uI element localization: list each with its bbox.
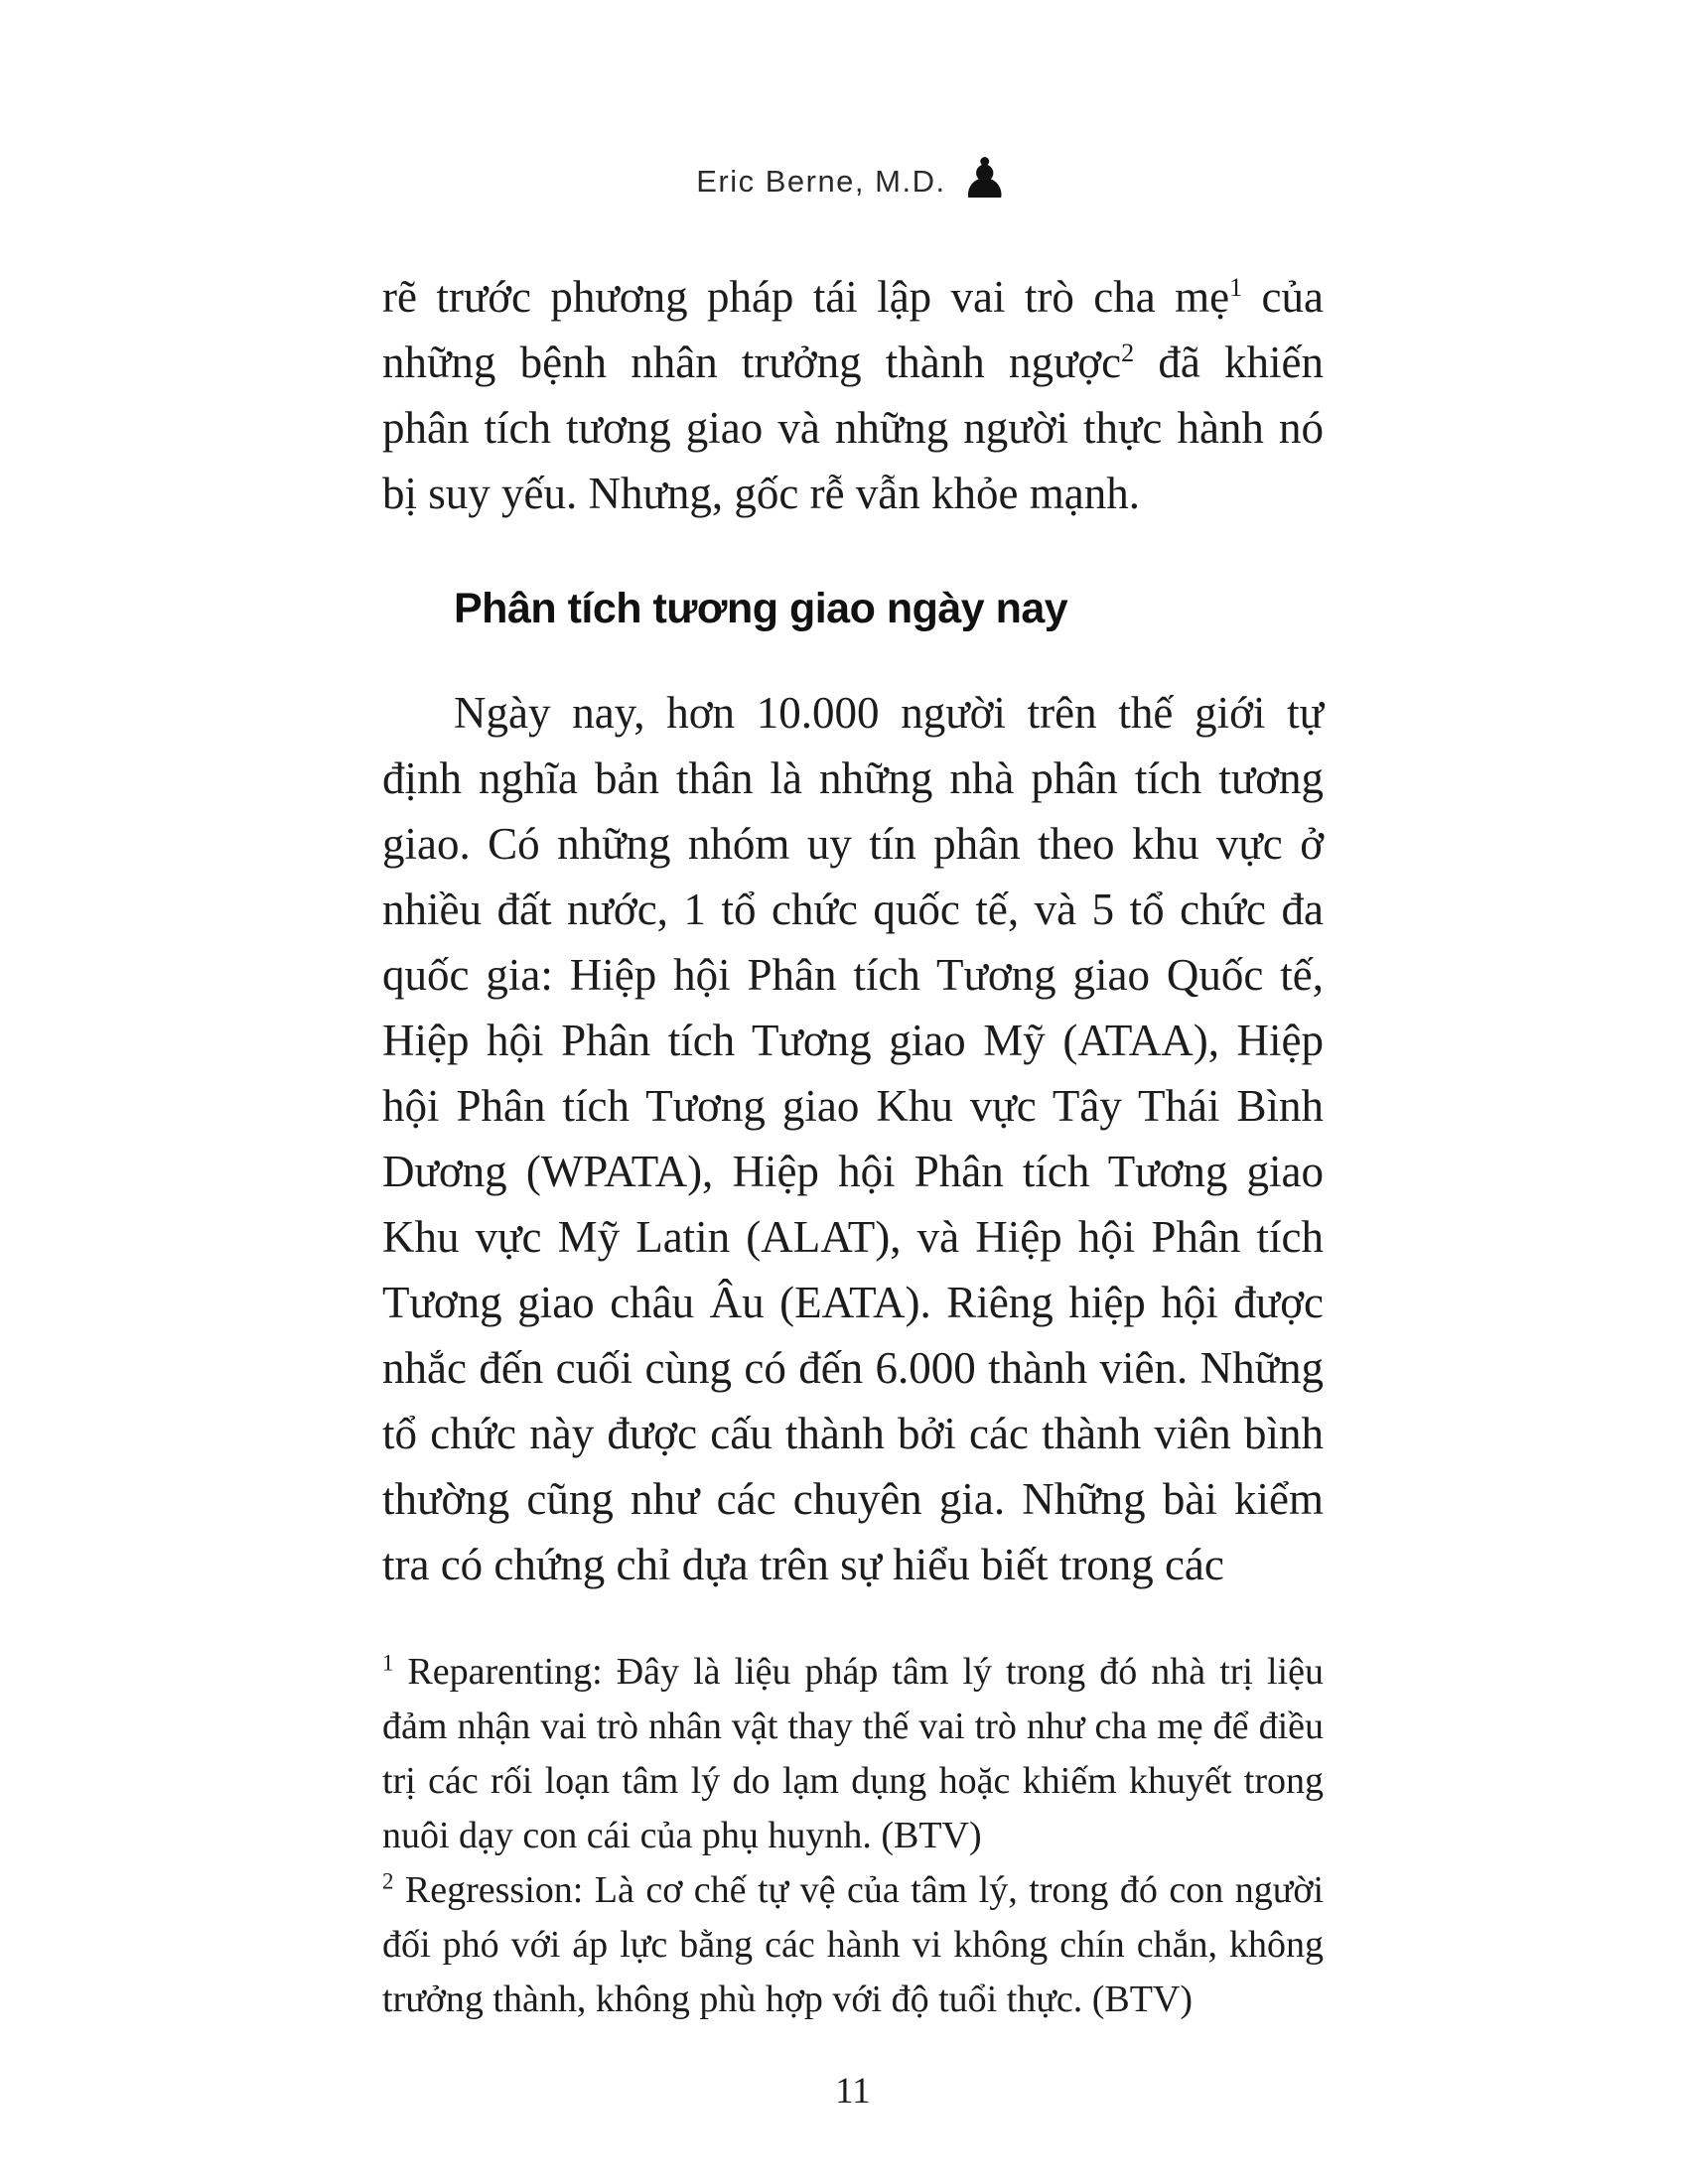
footnote-ref-2: 2 <box>1121 339 1135 367</box>
text-segment: của những bệnh nhân trưởng thành ngược <box>382 272 1324 387</box>
text-segment: rẽ trước phương pháp tái lập vai trò cha mẹ <box>382 272 1230 322</box>
text-segment: đã khiến phân tích tương giao và những người thực hành nó bị suy yếu. Nhưng, gốc rễ vẫn khỏe mạnh. <box>382 338 1324 518</box>
footnote-2-marker: 2 <box>382 1868 394 1894</box>
page-body <box>382 264 1324 1597</box>
paragraph-continuation <box>382 264 1324 526</box>
footnote-2-text: Regression: Là cơ chế tự vệ của tâm lý, trong đó con người đối phó với áp lực bằng các hành vi không chín chắn, không trưởng thành, không phù hợp với độ tuổi thực. (BTV) <box>382 1869 1324 2021</box>
paragraph-main: Ngày nay, hơn 10.000 người trên thế giới tự định nghĩa bản thân là những nhà phân tích tương giao. Có những nhóm uy tín phân theo khu vực ở nhiều đất nước, 1 tổ chức quốc tế, và 5 tổ chức đa quốc gia: Hiệp hội Phân tích Tương giao Quốc tế, Hiệp hội Phân tích Tương giao Mỹ (ATAA), Hiệp hội Phân tích Tương giao Khu vực Tây Thái Bình Dương (WPATA), Hiệp hội Phân tích Tương giao Khu vực Mỹ Latin (ALAT), và Hiệp hội Phân tích Tương giao châu Âu (EATA). Riêng hiệp hội được nhắc đến cuối cùng có đến 6.000 thành viên. Những tổ chức này được cấu thành bởi các thành viên bình thường cũng như các chuyên gia. Những bài kiểm tra có chứng chỉ dựa trên sự hiểu biết trong các <box>382 688 1324 1590</box>
footnote-1 <box>382 1645 1324 1863</box>
footnote-ref-1: 1 <box>1229 273 1243 302</box>
page-number: 11 <box>835 2071 871 2112</box>
page-header <box>382 147 1324 216</box>
section-heading: Phân tích tương giao ngày nay <box>454 585 1068 632</box>
content-column <box>382 147 1324 2027</box>
footnote-1-marker: 1 <box>382 1650 394 1676</box>
chess-pawn-icon: ♟ <box>959 147 1010 211</box>
footnote-1-text: Reparenting: Đây là liệu pháp tâm lý trong đó nhà trị liệu đảm nhận vai trò nhân vật thay thế vai trò như cha mẹ để điều trị các rối loạn tâm lý do lạm dụng hoặc khiếm khuyết trong nuôi dạy con cái của phụ huynh. (BTV) <box>382 1651 1324 1857</box>
author-name: Eric Berne, M.D. <box>696 164 946 199</box>
footnotes-section <box>382 1645 1324 2027</box>
footnote-2 <box>382 1863 1324 2027</box>
